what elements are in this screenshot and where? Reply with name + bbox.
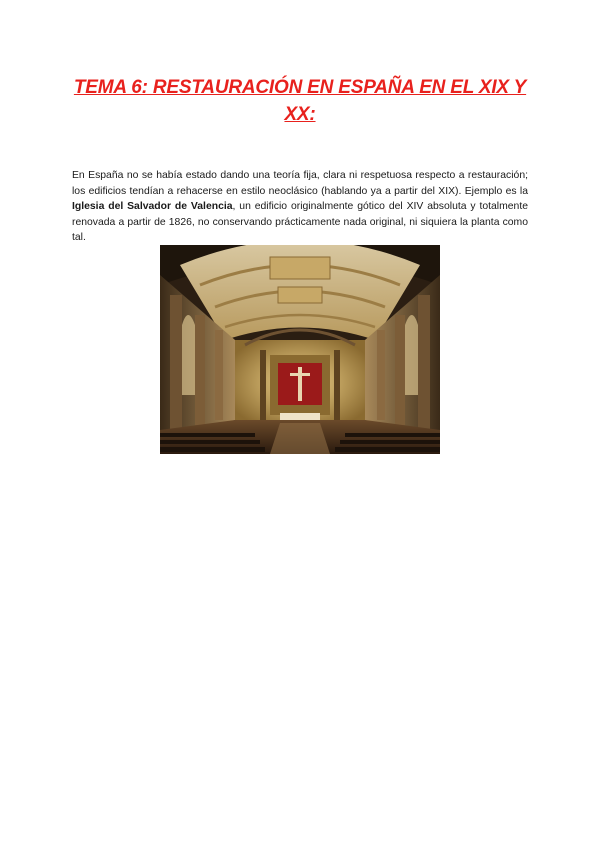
paragraph-bold-text: Iglesia del Salvador de Valencia	[72, 201, 233, 213]
paragraph-text-end: , un edificio originalmente gótico del XIV absoluta y totalmente renovada a partir de 1826, no conservando prácticamente nada original, ni siquiera la planta como tal.	[72, 201, 528, 244]
page-title: TEMA 6: RESTAURACIÓN EN ESPAÑA EN EL XIX Y XX:	[73, 77, 527, 125]
body-paragraph	[72, 168, 528, 246]
church-interior-photo	[160, 245, 440, 454]
paragraph-text-start: En España no se había estado dando una teoría fija, clara ni respetuosa respecto a restauración; los edificios tendían a rehacerse en estilo neoclásico (hablando ya a partir del XIX). Ejemplo es la	[72, 170, 528, 197]
